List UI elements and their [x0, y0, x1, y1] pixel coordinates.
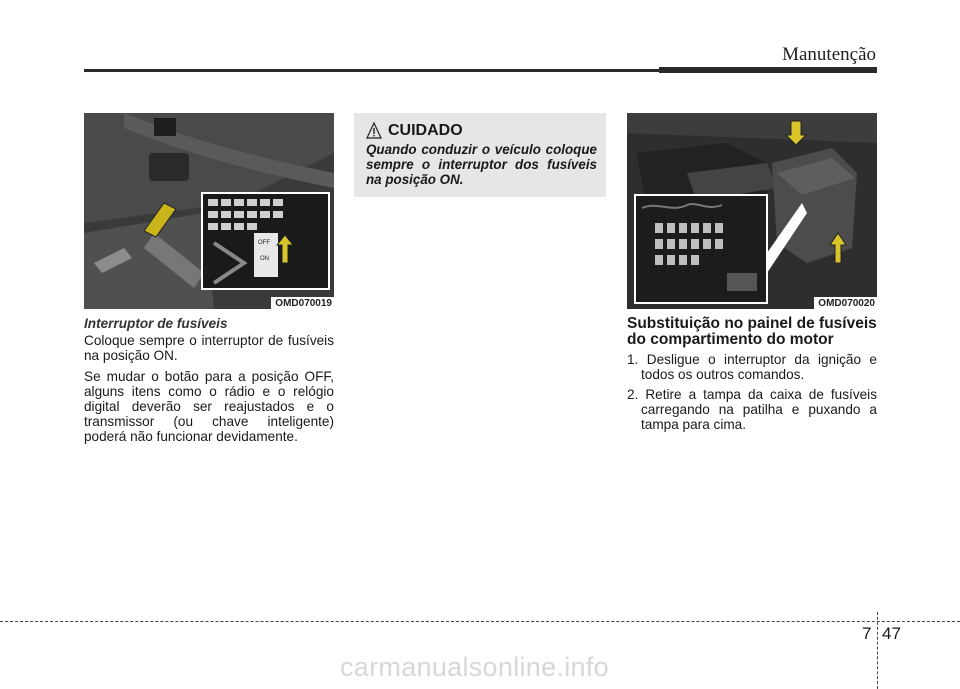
paragraph: Se mudar o botão para a posição OFF, alguns itens como o rádio e o relógio digital deverão ser reajustados e o transmissor (ou chave inteligente) poderá não funcionar devidamente.: [84, 369, 334, 444]
caution-text: Quando conduzir o veículo coloque sempre o interruptor dos fusíveis na posição ON.: [366, 142, 597, 187]
right-column-text: [627, 316, 877, 437]
chapter-number: 7: [862, 624, 872, 643]
list-number: 1.: [627, 352, 639, 367]
page-number: 47: [882, 624, 901, 643]
paragraph: Coloque sempre o interruptor de fusíveis na posição ON.: [84, 333, 334, 363]
list-text: Retire a tampa da caixa de fusíveis carregando na patilha e puxando a tampa para cima.: [641, 387, 877, 432]
subheading: Interruptor de fusíveis: [84, 316, 228, 331]
footer-divider: [877, 612, 878, 689]
footer-rule: [0, 621, 960, 622]
section-heading: [627, 316, 877, 348]
watermark: carmanualsonline.info: [340, 652, 609, 682]
section-title: Manutenção: [782, 44, 876, 65]
image-code: OMD070020: [814, 297, 877, 309]
header-rule-accent: [659, 67, 877, 73]
list-text: Desligue o interruptor da ignição e todos os outros comandos.: [641, 352, 877, 382]
image-code: OMD070019: [271, 297, 334, 309]
engine-fuse-box-photo: [627, 113, 877, 309]
list-item: [627, 352, 877, 382]
section-heading-line: Substituição no painel de fusíveis: [627, 315, 877, 332]
switch-label-on: ON: [260, 256, 269, 262]
engine-fuse-box-illustration: [627, 113, 877, 309]
switch-label-off: OFF: [258, 240, 270, 246]
list-number: 2.: [627, 387, 639, 402]
caution-box: [354, 113, 606, 197]
fuse-switch-illustration: [84, 113, 334, 309]
left-column-text: [84, 316, 334, 450]
caution-title: CUIDADO: [388, 122, 463, 139]
list-item: [627, 387, 877, 432]
section-heading-line: do compartimento do motor: [627, 331, 834, 348]
fuse-switch-photo: [84, 113, 334, 309]
